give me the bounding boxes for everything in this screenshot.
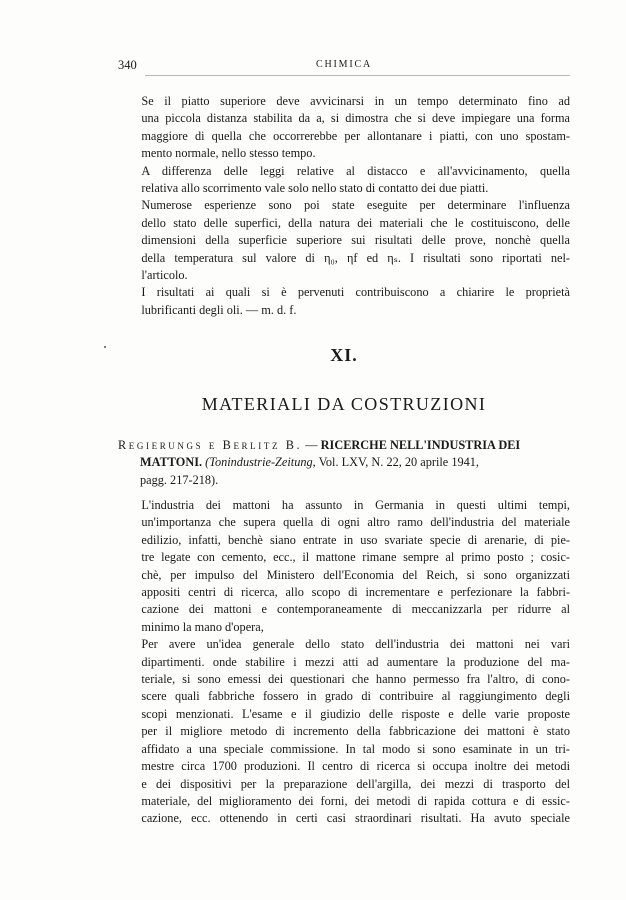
paragraph: [118, 636, 570, 827]
body-text-block: [118, 497, 570, 828]
article-authors: Regierungs e Berlitz B.: [118, 438, 303, 452]
text-line: appositi centri di ricerca, allo scopo di incrementare e perfezionare la fabbri-: [141, 585, 570, 600]
paragraph: [118, 93, 570, 163]
text-line: una piccola distanza stabilita da a, si dimostra che si deve impiegare una forma: [141, 111, 570, 126]
text-line: I risultati ai quali si è pervenuti contribuiscono a chiarire le proprietà: [141, 285, 570, 300]
text-line: e dei dispositivi per la preparazione dell'argilla, dei mezzi di trasporto del: [141, 776, 570, 791]
margin-mark: [104, 346, 106, 348]
article-source: (Tonindustrie-Zeitung,: [205, 455, 316, 470]
text-line: edilizio, infatti, benchè siano entrate in uso svariate specie di arenarie, di pie-: [141, 532, 570, 547]
text-line: teriale, si sono emessi dei questionari che hanno permesso fra l'altro, di cono-: [141, 672, 570, 687]
text-line: materiale, del miglioramento dei forni, dei metodi di rapida cottura e di essic-: [141, 793, 570, 808]
header-rule: [145, 75, 570, 76]
text-line: scere quali fabbriche fossero in grado di contribuire al raggiungimento degli: [141, 689, 570, 704]
text-line: dello stato delle superfici, della natura dei materiali che le costituiscono, delle: [141, 215, 570, 230]
article-dash: —: [305, 438, 318, 452]
article-title-part-2: MATTONI.: [140, 455, 203, 470]
text-line: mestre circa 1700 produzioni. Il centro di ricerca si occupa inoltre dei metodi: [141, 759, 570, 774]
text-line: dipartimenti. onde stabilire i mezzi atti ad aumentare la produzione del ma-: [141, 654, 570, 669]
text-line: chè, per impulso del Ministero dell'Economia del Reich, si sono organizzati: [141, 567, 570, 582]
article-heading-line-2: [118, 454, 570, 471]
text-line: maggiore di quella che occorrerebbe per allontanare i piatti, con uno spostam-: [141, 128, 570, 143]
text-line: A differenza delle leggi relative al distacco e all'avvicinamento, quella: [141, 163, 570, 178]
text-line: lubrificanti degli oli. — m. d. f.: [141, 302, 297, 317]
text-line: Per avere un'idea generale dello stato dell'industria dei mattoni nei vari: [141, 637, 570, 652]
article-heading-line-3: [118, 472, 570, 489]
text-line: cazione dei mattoni e contemporaneamente di meccanizzarla per ridurre al: [141, 602, 570, 617]
article-title-part-1: RICERCHE NELL'INDUSTRIA DEI: [320, 438, 521, 452]
article-pages: pagg. 217-218).: [140, 472, 219, 487]
text-line: cazione, ecc. ottenendo in certi casi straordinari risultati. Ha avuto speciale: [141, 811, 570, 826]
section-title: MATERIALI DA COSTRUZIONI: [201, 394, 487, 414]
section-number: XI.: [330, 345, 358, 365]
paragraph: [118, 284, 570, 319]
article-citation: Vol. LXV, N. 22, 20 aprile 1941,: [318, 455, 480, 470]
text-line: Se il piatto superiore deve avvicinarsi in un tempo determinato fino ad: [141, 94, 570, 108]
page-number: 340: [118, 58, 137, 72]
text-line: per il migliore metodo di incremento della fabbricazione dei mattoni è stato: [141, 724, 570, 739]
text-line: un'importanza che supera quella di ogni altro ramo dell'industria del materiale: [141, 515, 570, 530]
top-text-block: [118, 93, 570, 319]
text-line: Numerose esperienze sono poi state eseguite per determinare l'influenza: [141, 198, 570, 213]
paragraph: [118, 497, 570, 636]
text-line: scopi menzionati. L'esame e il giudizio delle risposte e delle varie proposte: [141, 706, 570, 721]
article-heading: [118, 437, 570, 489]
text-line: L'industria dei mattoni ha assunto in Germania in questi ultimi tempi,: [141, 498, 570, 512]
paragraph: [118, 163, 570, 198]
text-line: minimo la mano d'opera,: [141, 619, 264, 634]
text-line: relativa allo scorrimento vale solo nello stato di contatto dei due piatti.: [141, 181, 489, 196]
text-line: l'articolo.: [141, 268, 188, 283]
text-line: mento normale, nello stesso tempo.: [141, 146, 316, 161]
article-heading-line-1: [118, 437, 570, 454]
text-line: della temperatura sul valore di η₀, ηf ed ηₛ. I risultati sono riportati nel-: [141, 250, 570, 265]
text-line: affidato a una speciale commissione. In tal modo si sono esaminate in un tri-: [141, 741, 570, 756]
text-line: dimensioni della superficie superiore sui risultati delle prove, nonchè quella: [141, 233, 570, 248]
paragraph: [118, 197, 570, 284]
running-title: CHIMICA: [316, 59, 372, 70]
text-line: tre legate con cemento, ecc., il mattone rimane sempre al primo posto ; cosic-: [141, 550, 570, 565]
